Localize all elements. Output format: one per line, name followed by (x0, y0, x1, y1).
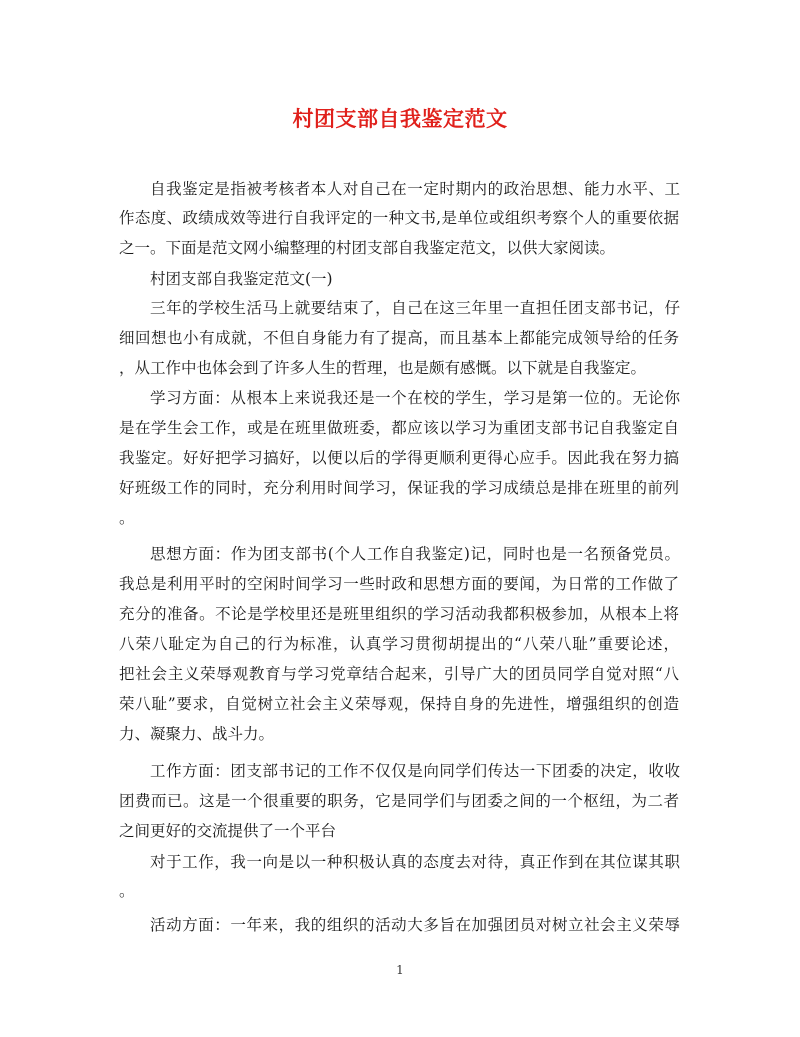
paragraph-line: 之间更好的交流提供了一个平台 (119, 822, 337, 840)
paragraph-line: 充分的准备。不论是学校里还是班里组织的学习活动我都积极参加，从根本上将 (119, 605, 679, 623)
page-number: 1 (396, 963, 404, 977)
paragraph-line: 自我鉴定是指被考核者本人对自己在一定时期内的政治思想、能力水平、工 (150, 180, 680, 198)
section-heading: 村团支部自我鉴定范文(一) (150, 270, 333, 288)
paragraph-line: 工作方面：团支部书记的工作不仅仅是向同学们传达一下团委的决定，收收 (150, 762, 680, 780)
paragraph-line: 我鉴定。好好把学习搞好，以便以后的学得更顺利更得心应手。因此我在努力搞 (119, 449, 679, 467)
paragraph-line: 好班级工作的同时，充分利用时间学习，保证我的学习成绩总是排在班里的前列 (119, 479, 679, 497)
paragraph-line: 学习方面：从根本上来说我还是一个在校的学生，学习是第一位的。无论你 (150, 389, 680, 407)
paragraph-line: 对于工作，我一向是以一种积极认真的态度去对待，真正作到在其位谋其职 (150, 853, 680, 871)
paragraph-line: 细回想也小有成就，不但自身能力有了提高，而且基本上都能完成领导给的任务 (119, 329, 679, 347)
paragraph-line: 之一。下面是范文网小编整理的村团支部自我鉴定范文，以供大家阅读。 (119, 239, 616, 257)
paragraph-line: ，从工作中也体会到了许多人生的哲理，也是颇有感慨。以下就是自我鉴定。 (119, 359, 647, 377)
paragraph-line: 是在学生会工作，或是在班里做班委，都应该以学习为重团支部书记自我鉴定自 (119, 419, 679, 437)
paragraph-line: 。 (119, 509, 135, 527)
document-title: 村团支部自我鉴定范文 (292, 106, 508, 131)
paragraph-line: 。 (119, 882, 135, 900)
paragraph-line: 思想方面：作为团支部书(个人工作自我鉴定)记，同时也是一名预备党员。 (150, 545, 680, 563)
paragraph-line: 我总是利用平时的空闲时间学习一些时政和思想方面的要闻，为日常的工作做了 (119, 575, 679, 593)
paragraph-line: 八荣八耻定为自己的行为标准，认真学习贯彻胡提出的“八荣八耻”重要论述， (119, 635, 679, 653)
paragraph-line: 把社会主义荣辱观教育与学习党章结合起来，引导广大的团员同学自觉对照“八 (119, 665, 679, 683)
paragraph-line: 作态度、政绩成效等进行自我评定的一种文书,是单位或组织考察个人的重要依据 (119, 209, 679, 227)
paragraph-line: 三年的学校生活马上就要结束了，自己在这三年里一直担任团支部书记，仔 (150, 299, 680, 317)
paragraph-line: 团费而已。这是一个很重要的职务，它是同学们与团委之间的一个枢纽，为二者 (119, 792, 679, 810)
paragraph-line: 力、凝聚力、战斗力。 (119, 725, 275, 743)
paragraph-line: 荣八耻”要求，自觉树立社会主义荣辱观，保持自身的先进性，增强组织的创造 (119, 695, 679, 713)
paragraph-line: 活动方面：一年来，我的组织的活动大多旨在加强团员对树立社会主义荣辱 (150, 916, 680, 934)
